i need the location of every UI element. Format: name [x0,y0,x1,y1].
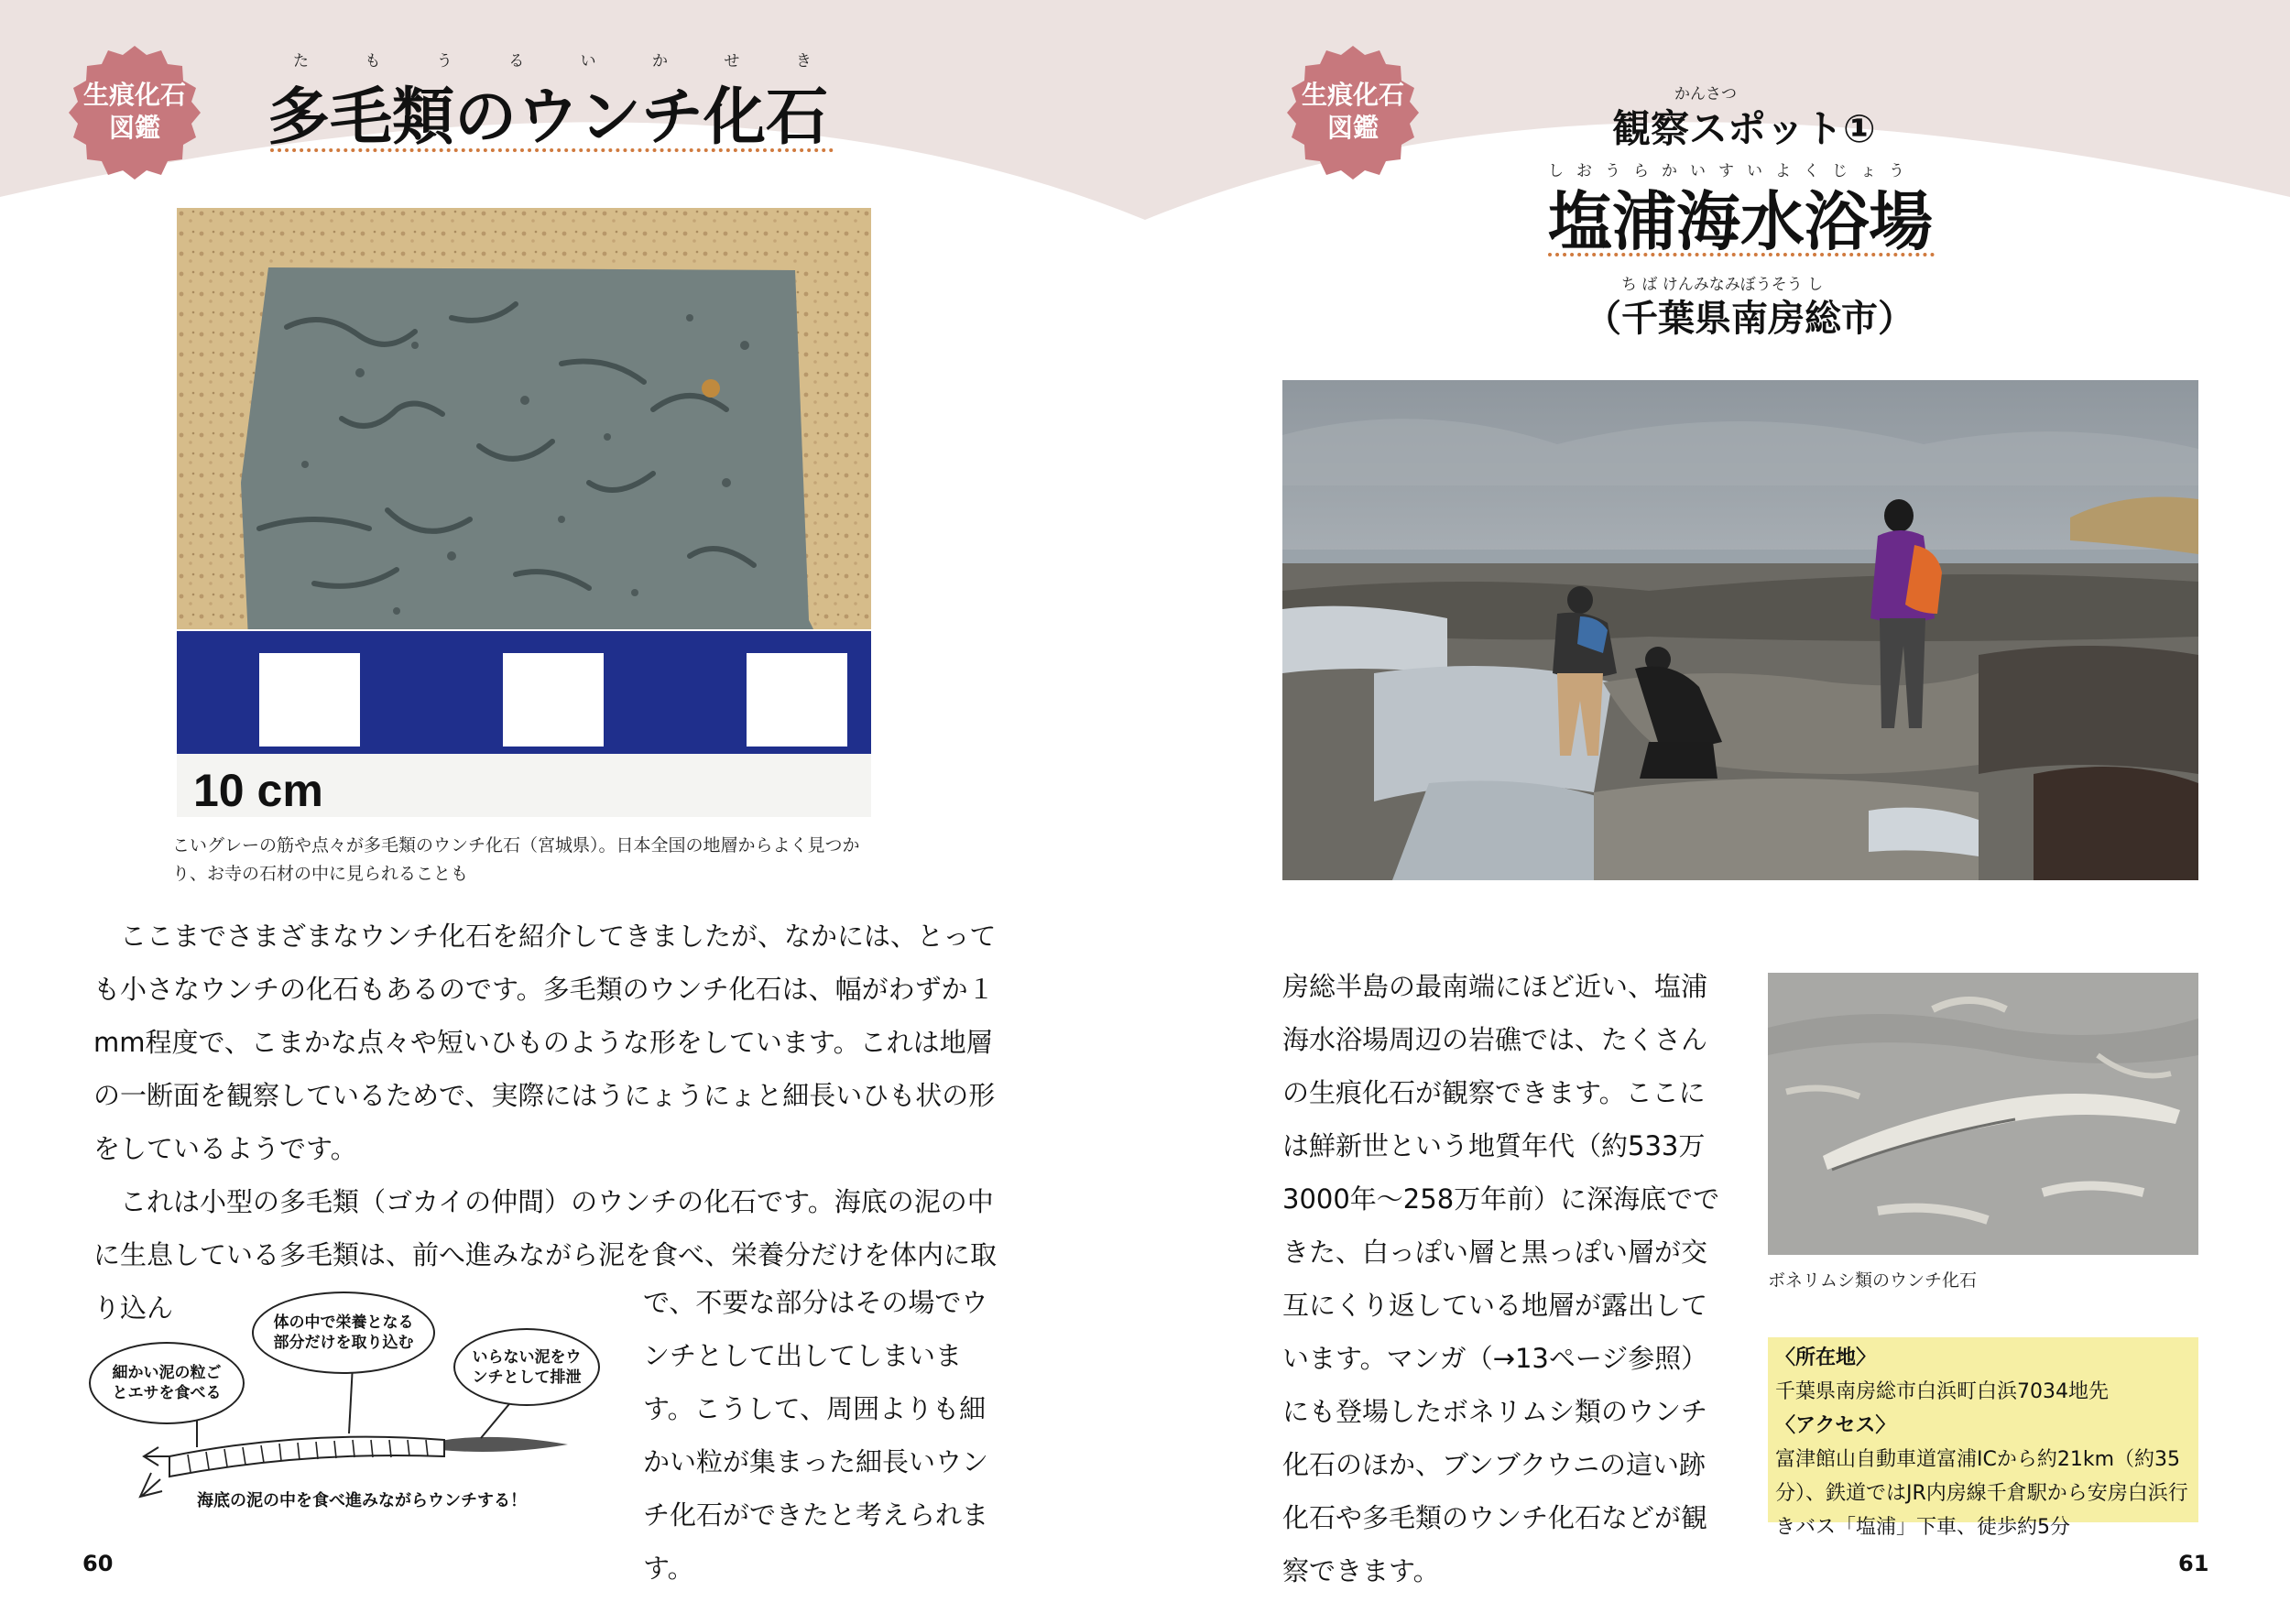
beach-photo [1282,380,2198,880]
photo-caption: こいグレーの筋や点々が多毛類のウンチ化石（宮城県）。日本全国の地層からよく見つかり、お寺の石材の中に見られることも [172,835,860,884]
page-title: 多毛類のウンチ化石 [267,82,829,154]
paragraph-2b: で、不要な部分はその場でウンチとして出してしまいます。こうして、周囲よりも細かい粒が集まった細長いウンチ化石ができたと考えられます。 [643,1287,989,1584]
page-number-right: 61 [2178,1551,2209,1576]
badge-line2: 図鑑 [1326,113,1379,143]
fossil-photo [177,208,871,817]
location-label: 〈所在地〉 [1775,1346,1877,1369]
spot-ruby: かんさつ [1674,85,1737,104]
access-value: 富津館山自動車道富浦ICから約21km（約35分）、鉄道ではJR内房線千倉駅から安房白浜行きバス「塩浦」下車、徒歩約5分 [1775,1448,2188,1539]
location-value: 千葉県南房総市白浜町白浜7034地先 [1775,1380,2109,1403]
scale-label: 10 cm [193,765,323,816]
right-page [1145,0,2290,1624]
worm-illustration [87,1292,637,1520]
paragraph-1: ここまでさまざまなウンチ化石を紹介してきましたが、なかには、とっても小さなウンチの化石もあるのです。多毛類のウンチ化石は、幅がわずか１mm程度で、こまかな点々や短いひものような形をしています。これは地層の一断面を観察しているためで、実際にはうにょうにょと細長いひも状の形をしているようです。 [93,921,997,1164]
location-ruby: ち ば けんみなみぼうそう し [1621,276,1824,294]
page-number-left: 60 [82,1551,114,1576]
badge-line1: 生痕化石 [82,80,186,110]
title-underline [270,148,834,152]
illustration-caption: 海底の泥の中を食べ進みながらウンチする！ [197,1491,527,1510]
title-underline-right [1548,253,1935,256]
access-label: 〈アクセス〉 [1775,1414,1896,1437]
small-fossil-photo [1768,973,2198,1255]
title-ruby: た も う る い か せ き [293,52,837,71]
page-title-right: 塩浦海水浴場 [1548,184,1933,259]
paragraph-2a: これは小型の多毛類（ゴカイの仲間）のウンチの化石です。海底の泥の中に生息している多毛類は、前へ進みながら泥を食べ、栄養分だけを体内に取り込ん [93,1186,998,1324]
title-ruby-right: しおうらかいすいよくじょう [1548,162,1917,180]
location: （千葉県南房総市） [1585,298,1914,340]
body-paragraphs [93,910,1009,1335]
info-box [1768,1337,2198,1539]
section-badge [66,44,203,181]
small-photo-caption: ボネリムシ類のウンチ化石 [1768,1270,1978,1291]
badge-line2: 図鑑 [108,113,160,143]
spot-label: 観察スポット① [1612,106,1876,151]
bubble-eat-mud: 細かい泥の粒ごとエサを食べる [89,1342,245,1424]
badge-line1: 生痕化石 [1301,80,1404,110]
section-badge-right [1284,44,1422,181]
body-right: 房総半島の最南端にほど近い、塩浦海水浴場周辺の岩礁では、たくさんの生痕化石が観察できます。ここには鮮新世という地質年代（約533万3000年〜258万年前）に深海底でできた、白っぽい層と黒っぽい層が交互にくり返している地層が露出しています。マンガ（→13ページ参照）にも登場したボネリムシ類のウンチ化石のほか、ブンブクウニの這い跡化石や多毛類のウンチ化石などが観察できます。 [1282,971,1720,1586]
bubble-excrete: いらない泥をウンチとして排泄 [453,1328,600,1406]
bubble-absorb-nutrients: 体の中で栄養となる部分だけを取り込む [252,1292,435,1374]
